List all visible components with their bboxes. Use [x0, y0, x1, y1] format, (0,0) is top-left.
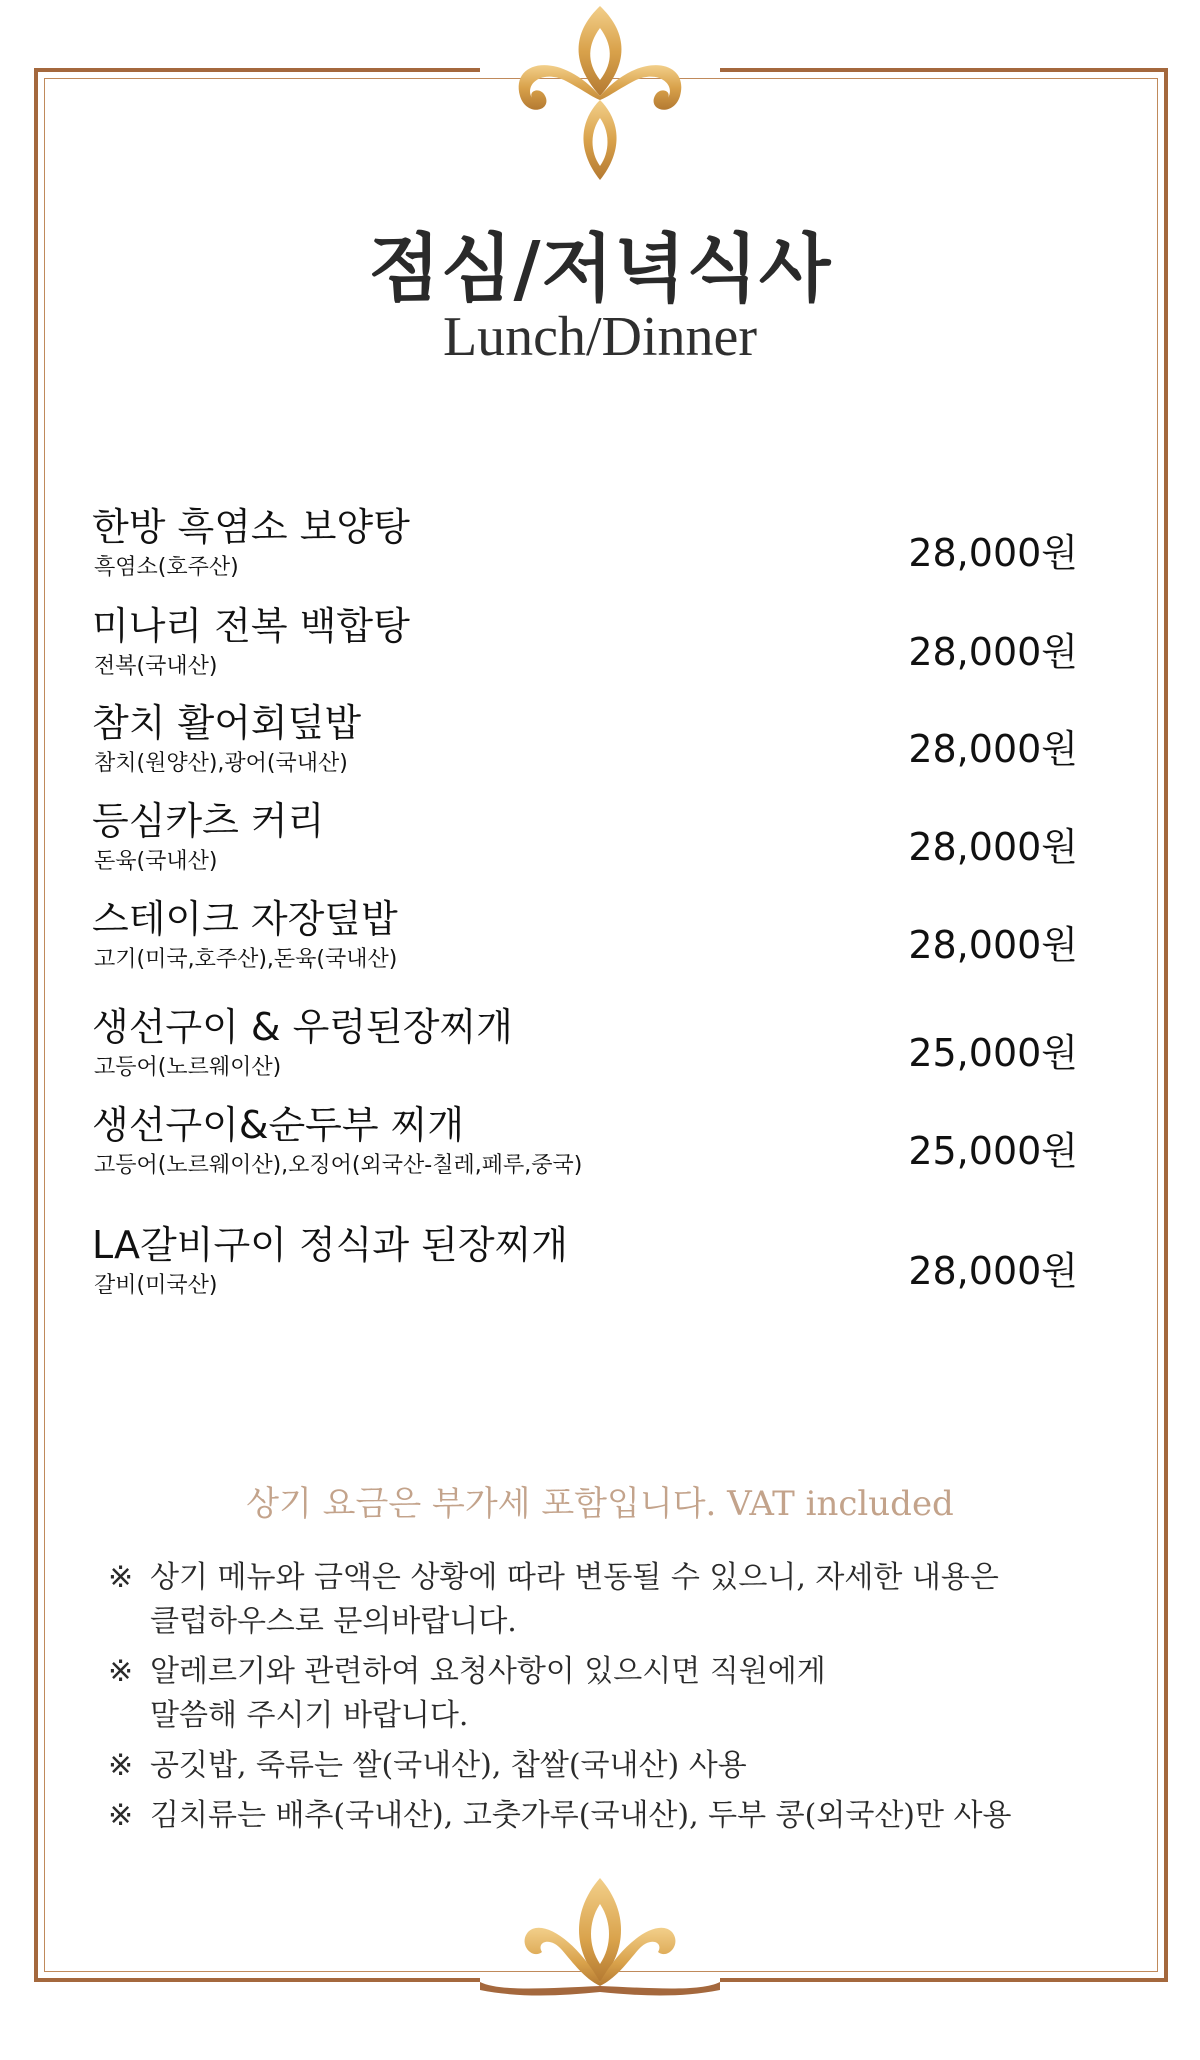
bottom-ornament-icon	[480, 1870, 720, 2060]
notes-list	[108, 1556, 1108, 1844]
menu-item-origin: 흑염소(호주산)	[94, 555, 239, 580]
note-line: 공깃밥, 죽류는 쌀(국내산), 찹쌀(국내산) 사용	[150, 1748, 747, 1783]
menu-item-origin: 전복(국내산)	[94, 654, 218, 679]
menu-item-price: 28,000원	[908, 923, 1078, 967]
menu-item	[92, 1094, 1082, 1184]
menu-item	[92, 496, 1082, 586]
menu-item-price: 28,000원	[908, 825, 1078, 869]
menu-item	[92, 692, 1082, 782]
menu-item-name: 스테이크 자장덮밥	[92, 897, 398, 941]
note-line: 상기 메뉴와 금액은 상황에 따라 변동될 수 있으니, 자세한 내용은	[150, 1560, 999, 1595]
menu-item	[92, 1214, 1082, 1304]
menu-item-price: 25,000원	[908, 1129, 1078, 1173]
menu-item	[92, 996, 1082, 1086]
reference-mark: ※	[108, 1798, 134, 1833]
menu-item-origin: 돈육(국내산)	[94, 849, 218, 874]
menu-item	[92, 790, 1082, 880]
menu-item-name: 등심카츠 커리	[92, 799, 325, 843]
menu-item-name: 한방 흑염소 보양탕	[92, 505, 410, 549]
menu-item-origin: 참치(원양산),광어(국내산)	[94, 751, 348, 776]
menu-item-price: 28,000원	[908, 727, 1078, 771]
note-line: 말씀해 주시기 바랍니다.	[150, 1698, 469, 1733]
reference-mark: ※	[108, 1654, 134, 1689]
menu-item-name: 생선구이 & 우렁된장찌개	[92, 1005, 513, 1049]
note-line: 클럽하우스로 문의바랍니다.	[150, 1604, 517, 1639]
page-title-english: Lunch/Dinner	[442, 306, 758, 368]
note-item	[108, 1794, 1108, 1838]
menu-item	[92, 595, 1082, 685]
note-item	[108, 1744, 1108, 1788]
menu-item-name: 참치 활어회덮밥	[92, 701, 362, 745]
vat-notice: 상기 요금은 부가세 포함입니다. VAT included	[246, 1484, 954, 1524]
note-item	[108, 1556, 1108, 1644]
page-title-korean: 점심/저녁식사	[368, 226, 832, 312]
menu-item-price: 28,000원	[908, 531, 1078, 575]
menu-item-price: 25,000원	[908, 1031, 1078, 1075]
menu-item-name: 미나리 전복 백합탕	[92, 604, 410, 648]
menu-item	[92, 888, 1082, 978]
menu-item-origin: 고기(미국,호주산),돈육(국내산)	[94, 947, 398, 972]
note-line: 알레르기와 관련하여 요청사항이 있으시면 직원에게	[150, 1654, 826, 1689]
menu-item-origin: 고등어(노르웨이산)	[94, 1055, 282, 1080]
menu-item-origin: 갈비(미국산)	[94, 1273, 218, 1298]
reference-mark: ※	[108, 1560, 134, 1595]
menu-item-name: 생선구이&순두부 찌개	[92, 1103, 465, 1147]
menu-item-name: LA갈비구이 정식과 된장찌개	[92, 1223, 568, 1267]
note-line: 김치류는 배추(국내산), 고춧가루(국내산), 두부 콩(외국산)만 사용	[150, 1798, 1012, 1833]
menu-item-price: 28,000원	[908, 1249, 1078, 1293]
top-ornament-icon	[480, 0, 720, 190]
reference-mark: ※	[108, 1748, 134, 1783]
note-item	[108, 1650, 1108, 1738]
menu-item-origin: 고등어(노르웨이산),오징어(외국산-칠레,페루,중국)	[94, 1153, 583, 1178]
menu-item-price: 28,000원	[908, 630, 1078, 674]
